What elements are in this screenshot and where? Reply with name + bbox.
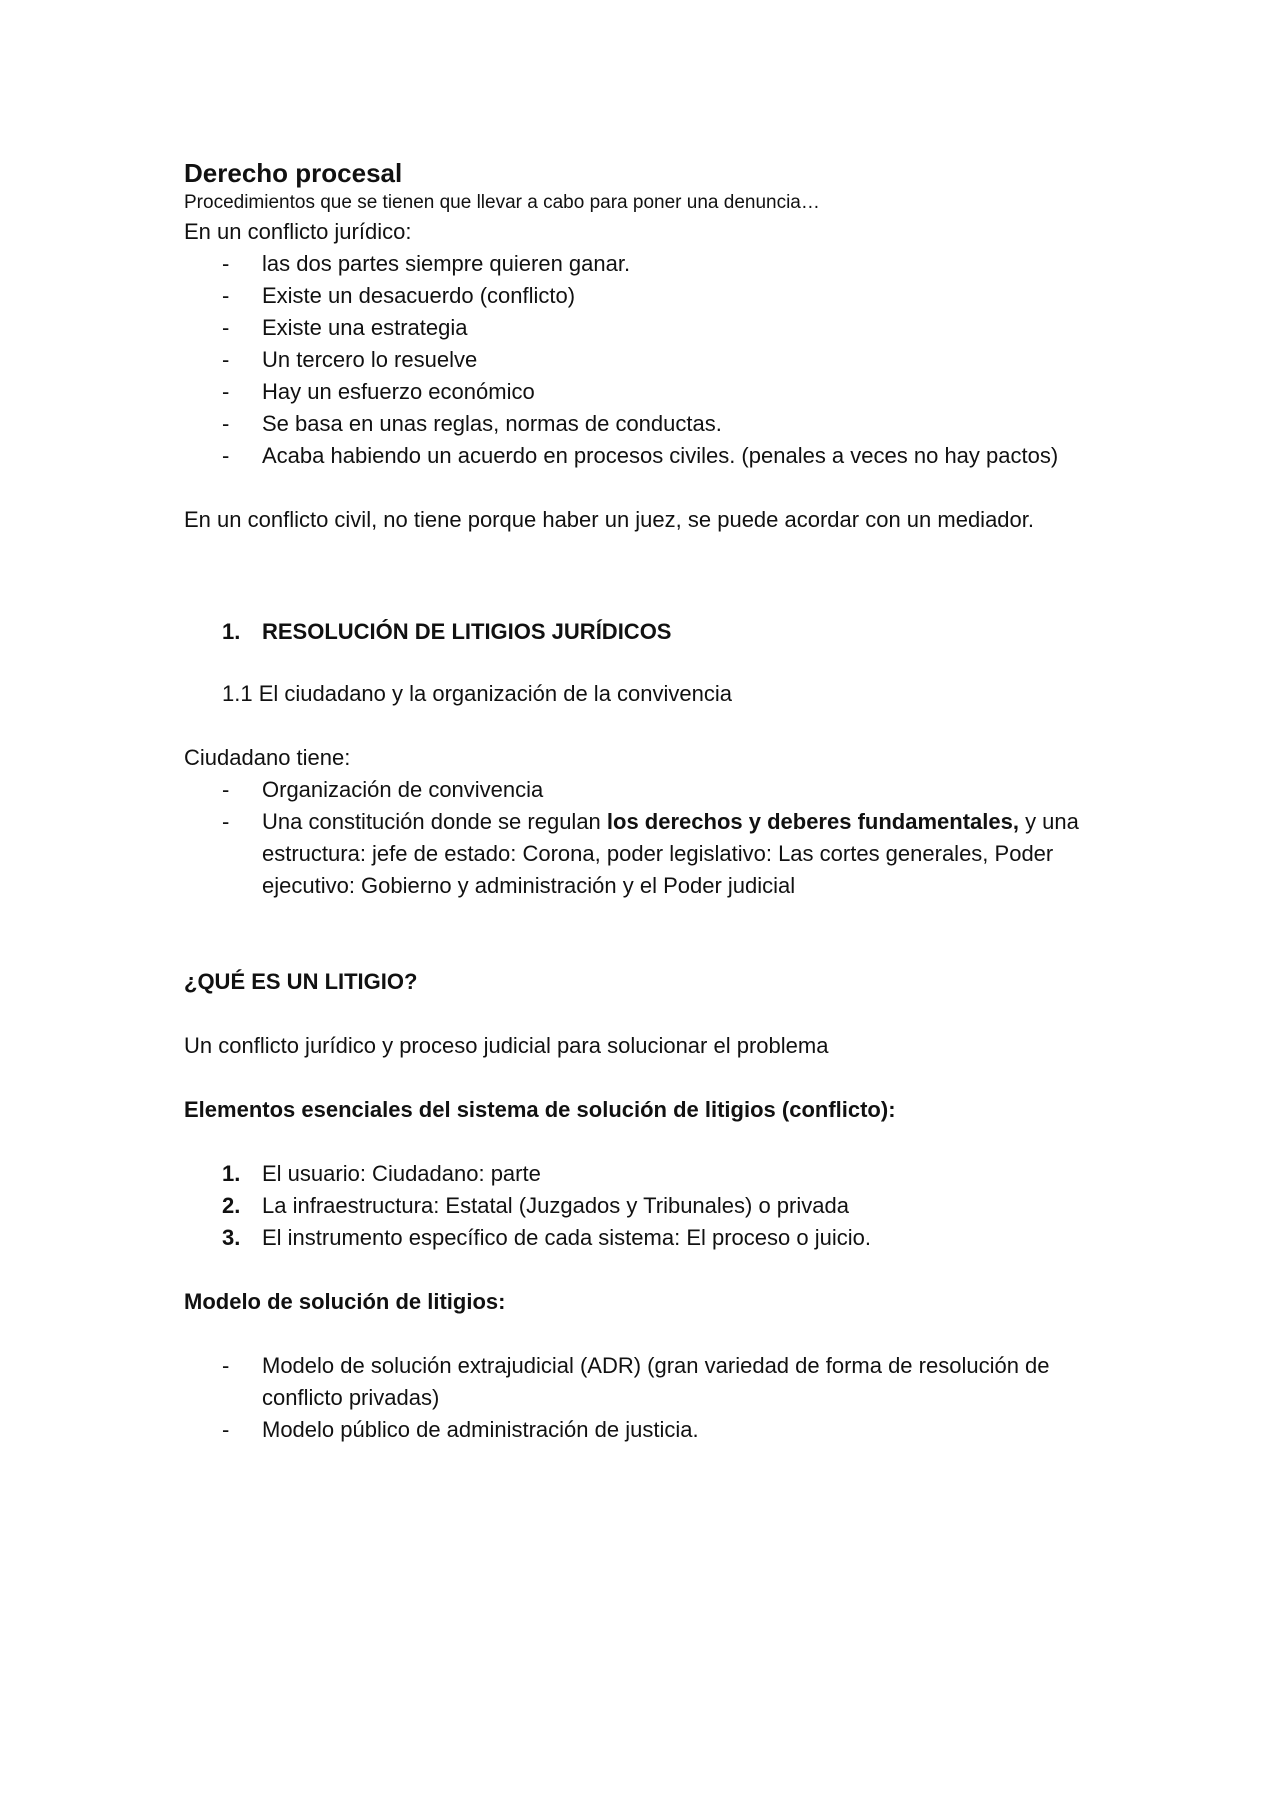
list-item-text: La infraestructura: Estatal (Juzgados y Tribunales) o privada <box>262 1193 849 1218</box>
dash-marker: - <box>222 1417 230 1442</box>
dash-marker: - <box>222 251 230 276</box>
dash-marker: - <box>222 315 230 340</box>
section-number: 1. <box>222 619 241 644</box>
section-heading <box>184 616 1104 648</box>
dash-marker: - <box>222 1353 230 1378</box>
list-item <box>184 774 1104 806</box>
item-number: 3. <box>222 1225 241 1250</box>
list-item-text: El usuario: Ciudadano: parte <box>262 1161 541 1186</box>
civil-paragraph: En un conflicto civil, no tiene porque haber un juez, se puede acordar con un mediador. <box>184 507 1034 532</box>
dash-marker: - <box>222 379 230 404</box>
document-title: Derecho procesal <box>184 158 403 188</box>
citizen-list <box>184 774 1104 902</box>
list-item <box>184 376 1104 408</box>
conflict-lead: En un conflicto jurídico: <box>184 219 412 244</box>
list-item <box>184 440 1104 472</box>
list-item-text: Organización de convivencia <box>262 777 544 802</box>
list-item-text: Existe un desacuerdo (conflicto) <box>262 283 576 308</box>
list-item-text: Una constitución donde se regulan <box>262 809 607 834</box>
list-item-text: Modelo de solución extrajudicial (ADR) (gran variedad de forma de resolución de conflicto privadas) <box>262 1353 1050 1410</box>
list-item-text: Se basa en unas reglas, normas de conductas. <box>262 411 722 436</box>
section-list <box>184 616 1104 648</box>
dash-marker: - <box>222 283 230 308</box>
bold-phrase: los derechos y deberes fundamentales, <box>606 809 1019 834</box>
citizen-lead: Ciudadano tiene: <box>184 745 351 770</box>
list-item <box>184 1222 1104 1254</box>
item-number: 2. <box>222 1193 241 1218</box>
list-item <box>184 280 1104 312</box>
list-item <box>184 1190 1104 1222</box>
elements-heading: Elementos esenciales del sistema de solución de litigios (conflicto): <box>184 1097 896 1122</box>
dash-marker: - <box>222 347 230 372</box>
list-item <box>184 1158 1104 1190</box>
list-item-text: las dos partes siempre quieren ganar. <box>262 251 631 276</box>
list-item-text: Un tercero lo resuelve <box>262 347 478 372</box>
dash-marker: - <box>222 443 230 468</box>
list-item-text: El instrumento específico de cada sistema: El proceso o juicio. <box>262 1225 871 1250</box>
list-item <box>184 312 1104 344</box>
list-item-text: Hay un esfuerzo económico <box>262 379 535 404</box>
item-number: 1. <box>222 1161 241 1186</box>
dash-marker: - <box>222 777 230 802</box>
list-item <box>184 408 1104 440</box>
model-heading: Modelo de solución de litigios: <box>184 1289 506 1314</box>
section-heading-text: RESOLUCIÓN DE LITIGIOS JURÍDICOS <box>262 619 672 644</box>
list-item-text: Modelo público de administración de justicia. <box>262 1417 699 1442</box>
intro-text: Procedimientos que se tienen que llevar a cabo para poner una denuncia… <box>184 192 820 213</box>
document-body <box>184 156 1104 1446</box>
dash-marker: - <box>222 809 230 834</box>
question-heading: ¿QUÉ ES UN LITIGIO? <box>184 969 418 994</box>
list-item-text: Acaba habiendo un acuerdo en procesos civiles. (penales a veces no hay pactos) <box>262 443 1059 468</box>
list-item <box>184 1350 1104 1414</box>
dash-marker: - <box>222 411 230 436</box>
subsection-heading: 1.1 El ciudadano y la organización de la convivencia <box>222 681 732 706</box>
list-item <box>184 248 1104 280</box>
litigio-definition: Un conflicto jurídico y proceso judicial para solucionar el problema <box>184 1033 829 1058</box>
conflict-list <box>184 248 1104 472</box>
list-item <box>184 1414 1104 1446</box>
elements-list <box>184 1158 1104 1254</box>
model-list <box>184 1350 1104 1446</box>
list-item-text: y una estructura: jefe de estado: Corona, poder legislativo: Las cortes generales, Poder ejecutivo: Gobierno y administración y el Poder judicial <box>262 809 1079 898</box>
list-item <box>184 806 1104 902</box>
list-item-text: Existe una estrategia <box>262 315 468 340</box>
list-item <box>184 344 1104 376</box>
